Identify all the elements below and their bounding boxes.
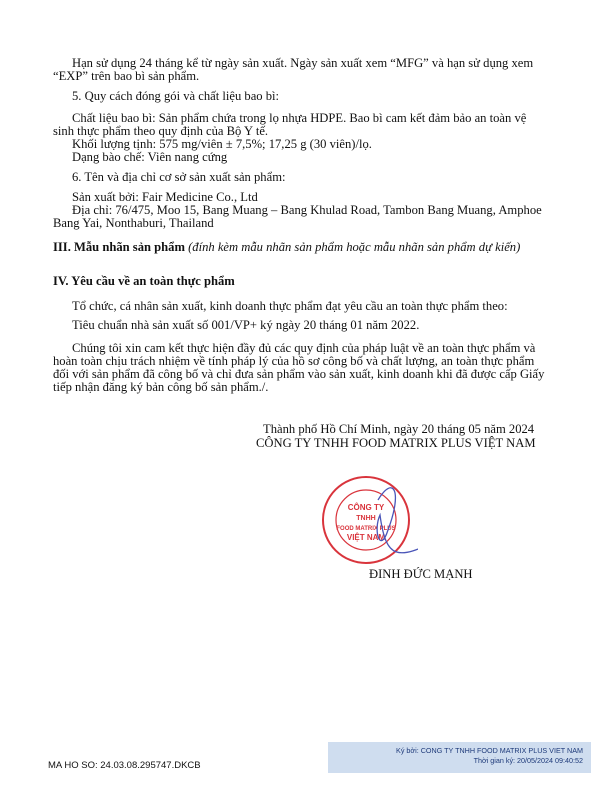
dossier-code: MA HO SO: 24.03.08.295747.DKCB [48,760,201,771]
svg-text:CÔNG TY: CÔNG TY [347,503,385,512]
shelf-life-text: Hạn sử dụng 24 tháng kể từ ngày sản xuất. Ngày sản xuất xem “MFG” và hạn sử dụng xem [72,56,534,70]
commitment-text: Chúng tôi xin cam kết thực hiện đầy đủ các quy định của pháp luật về an toàn thực phẩm và [72,341,536,355]
commitment-text-3: đối với sản phẩm đã công bố và chỉ đưa sản phẩm vào sản xuất, kinh doanh khi đã được cấp Giấy [53,367,545,381]
digital-signature-box [328,742,591,773]
signer-name: ĐINH ĐỨC MẠNH [369,567,473,581]
section-4-title: IV. Yêu cầu về an toàn thực phẩm [53,274,235,288]
svg-text:FOOD MATRIX PLUS: FOOD MATRIX PLUS [336,526,396,532]
section-3-title: III. Mẫu nhãn sản phẩm [53,240,185,254]
signed-by: Ký bởi: CONG TY TNHH FOOD MATRIX PLUS VIET NAM [396,746,583,755]
svg-text:TNHH: TNHH [356,515,376,522]
standard-text: Tiêu chuẩn nhà sản xuất số 001/VP+ ký ngày 20 tháng 01 năm 2022. [72,318,420,332]
commitment-text-4: tiếp nhận đăng ký bản công bố sản phẩm./. [53,380,269,394]
address-cont: Bang Yai, Nonthaburi, Thailand [53,216,214,230]
dosage-form: Dạng bào chế: Viên nang cứng [72,150,228,164]
section-6-title: 6. Tên và địa chỉ cơ sở sản xuất sản phẩm: [72,170,286,184]
section-5-title: 5. Quy cách đóng gói và chất liệu bao bì: [72,89,280,103]
address: Địa chỉ: 76/475, Moo 15, Bang Muang – Bang Khulad Road, Tambon Bang Muang, Amphoe [72,203,542,217]
section-3-note: (đính kèm mẫu nhãn sản phẩm hoặc mẫu nhãn sản phẩm dự kiến) [188,240,521,254]
net-weight: Khối lượng tịnh: 575 mg/viên ± 7,5%; 17,25 g (30 viên)/lọ. [72,137,372,151]
packaging-text: Chất liệu bao bì: Sản phẩm chứa trong lọ nhựa HDPE. Bao bì cam kết đảm bảo an toàn vệ [72,111,527,125]
requirement-text: Tổ chức, cá nhân sản xuất, kinh doanh thực phẩm đạt yêu cầu an toàn thực phẩm theo: [72,299,508,313]
company-name: CÔNG TY TNHH FOOD MATRIX PLUS VIỆT NAM [256,436,536,450]
signed-time: Thời gian ký: 20/05/2024 09:40:52 [473,756,583,765]
packaging-text-cont: sinh thực phẩm theo quy định của Bộ Y tế. [53,124,269,138]
shelf-life-text-cont: “EXP” trên bao bì sản phẩm. [53,69,200,83]
svg-text:VIỆT NAM: VIỆT NAM [346,533,386,542]
manufacturer: Sản xuất bởi: Fair Medicine Co., Ltd [72,190,258,204]
place-date: Thành phố Hồ Chí Minh, ngày 20 tháng 05 năm 2024 [263,422,535,436]
company-stamp-icon [318,470,418,570]
section-3-heading [53,240,520,254]
commitment-text-2: hoàn toàn chịu trách nhiệm về tính pháp lý của hồ sơ công bố và chất lượng, an toàn thực phẩm [53,354,535,368]
